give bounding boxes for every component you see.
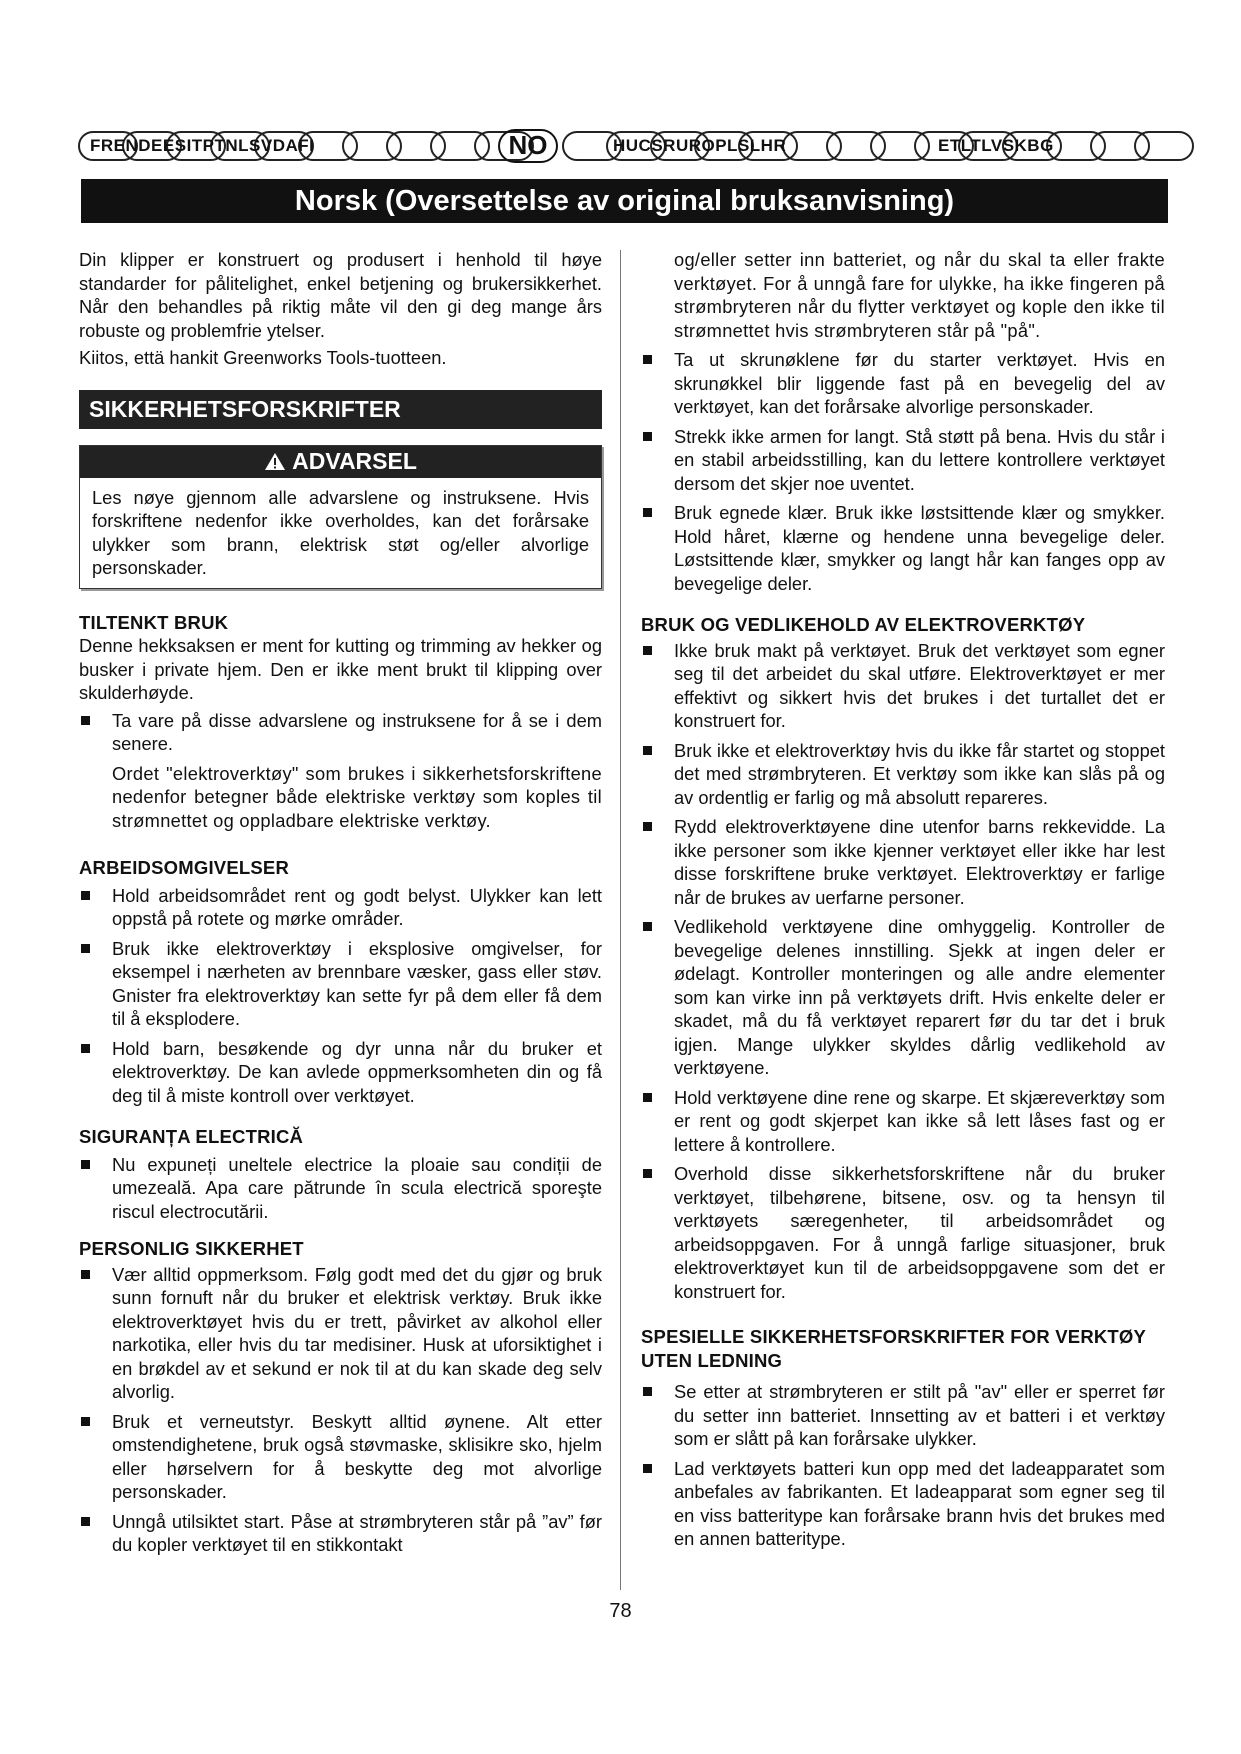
personal-continuation: og/eller setter inn batteriet, og når du skal ta eller frakte verktøyet. For å unngå fare for ulykke, ha ikke fingeren på strømbryteren når du flytter verktøyet og kople den ikke til strømnettet hvis strømbryteren står på "på".	[674, 249, 1165, 341]
list-item: Bruk ikke et elektroverktøy hvis du ikke får startet og stoppet det med strømbryteren. Et verktøy som ikke kan slås på og av ordentlig er farlig og må absolutt repareres.	[641, 739, 1165, 810]
column-divider	[620, 250, 621, 1590]
list-item: Lad verktøyets batteri kun opp med det ladeapparatet som anbefales av fabrikanten. Et ladeapparat som egner seg til en viss batteritype kan forårsake brann hvis det brukes med en annen batteritype.	[641, 1457, 1165, 1551]
bullet-icon	[81, 1517, 90, 1526]
bullet-icon	[81, 1270, 90, 1279]
bullet-icon	[643, 355, 652, 364]
left-column	[79, 248, 602, 1563]
bullet-icon	[643, 432, 652, 441]
lang-pill	[1134, 131, 1194, 161]
list-item: Bruk ikke elektroverktøy i eksplosive omgivelser, for eksempel i nærheten av brennbare væsker, gass eller støv. Gnister fra elektroverktøy kan sette fyr på dem eller få dem til å eksplodere.	[79, 937, 602, 1031]
bullet-icon	[643, 1464, 652, 1473]
safety-heading: SIKKERHETSFORSKRIFTER	[79, 390, 602, 430]
maintenance-heading: BRUK OG VEDLIKEHOLD AV ELEKTROVERKTØY	[641, 614, 1086, 635]
list-item: Ta ut skrunøklene før du starter verktøyet. Hvis en skrunøkkel blir liggende fast på en bevegelig del av verktøyet, kan det forårsake alvorlige personskader.	[641, 348, 1165, 419]
electrical-list	[79, 1153, 602, 1224]
lang-group-2: HUCSRUROPLSLHR	[613, 136, 787, 155]
intended-use-text: Denne hekksaksen er ment for kutting og trimming av hekker og busker i private hjem. Den er ikke ment brukt til klipping over skulderhøyde.	[79, 635, 602, 703]
list-item: Vedlikehold verktøyene dine omhyggelig. Kontroller de bevegelige delenes innstilling. Sjekk at ingen deler er ødelagt. Kontroller monteringen og alle andre elementer som kan virke inn på verktøyets drift. Hvis enkelte deler er skadet, må du få verktøyet reparert før du tar det i bruk igjen. Mange ulykker skyldes dårlig vedlikehold av verktøyene.	[641, 915, 1165, 1080]
personal-list-continued	[641, 348, 1165, 595]
intended-use-note: Ordet "elektroverktøy" som brukes i sikkerhetsforskriftene nedenfor betegner både elektriske verktøy som koples til strømnettet og oppladbare elektriske verktøy.	[112, 762, 602, 831]
page-title: Norsk (Oversettelse av original bruksanvisning)	[81, 179, 1168, 223]
maintenance-list	[641, 639, 1165, 1304]
list-item: Overhold disse sikkerhetsforskriftene når du bruker verktøyet, tilbehørene, bitsene, osv. og ta hensyn til verktøyets særegenheter, til arbeidsområdet og arbeidsoppgaven. For å unngå farlige situasjoner, bruk elektroverktøyet kun til de arbeidsoppgavene som det er konstruert for.	[641, 1162, 1165, 1303]
intro-thanks: Kiitos, että hankit Greenworks Tools-tuotteen.	[79, 347, 447, 368]
warning-header	[80, 446, 601, 478]
bullet-icon	[81, 891, 90, 900]
list-item: Bruk egnede klær. Bruk ikke løstsittende klær og smykker. Hold håret, klærne og hendene unna bevegelige deler. Løstsittende klær, smykker og langt hår kan fanges opp av bevegelige deler.	[641, 501, 1165, 595]
bullet-icon	[81, 1160, 90, 1169]
list-item: Strekk ikke armen for langt. Stå støtt på bena. Hvis du står i en stabil arbeidsstilling, kan du lettere kontrollere verktøyet dersom det skjer noe uventet.	[641, 425, 1165, 496]
bullet-icon	[643, 922, 652, 931]
list-item: Ta vare på disse advarslene og instruksene for å se i dem senere.	[79, 709, 602, 756]
warning-box	[79, 445, 602, 589]
bullet-icon	[81, 1417, 90, 1426]
list-item: Hold verktøyene dine rene og skarpe. Et skjæreverktøy som er rent og godt skjerpet kan ikke så lett låses fast og er lettere å kontrollere.	[641, 1086, 1165, 1157]
cordless-heading: SPESIELLE SIKKERHETSFORSKRIFTER FOR VERKTØY UTEN LEDNING	[641, 1326, 1146, 1371]
list-item: Unngå utilsiktet start. Påse at strømbryteren står på ”av” før du kopler verktøyet til en stikkontakt	[79, 1510, 602, 1557]
cordless-list	[641, 1380, 1165, 1551]
list-item: Bruk et verneutstyr. Beskytt alltid øynene. Alt etter omstendighetene, bruk også støvmaske, sklisikre sko, hjelm eller hørselvern for å beskytte deg mot alvorlige personskader.	[79, 1410, 602, 1504]
bullet-icon	[643, 1169, 652, 1178]
list-item: Hold barn, besøkende og dyr unna når du bruker et elektroverktøy. De kan avlede oppmerksomheten din og få deg til å miste kontroll over verktøyet.	[79, 1037, 602, 1108]
list-item: Vær alltid oppmerksom. Følg godt med det du gjør og bruk sunn fornuft når du bruker et elektrisk verktøy. Bruk ikke elektroverktøyet hvis du er trett, påvirket av alkohol eller narkotika, eller hvis du tar medisiner. Husk at uforsiktighet i en brøkdel av et sekund er nok til at du kan skade deg selv alvorlig.	[79, 1263, 602, 1404]
page-number: 78	[609, 1600, 632, 1622]
current-language: NO	[498, 129, 558, 163]
list-item: Rydd elektroverktøyene dine utenfor barns rekkevidde. La ikke personer som ikke kjenner verktøyet eller ikke har lest disse forskriftene bruke verktøyet. Elektroverktøy er farlige når de brukes av uerfarne personer.	[641, 815, 1165, 909]
intended-use-heading: TILTENKT BRUK	[79, 611, 229, 633]
bullet-icon	[643, 646, 652, 655]
personal-list	[79, 1263, 602, 1557]
bullet-icon	[643, 1387, 652, 1396]
work-env-heading: ARBEIDSOMGIVELSER	[79, 857, 290, 878]
bullet-icon	[81, 1044, 90, 1053]
bullet-icon	[81, 716, 90, 725]
lang-group-1: FRENDEESITPTNLSVDAFI	[90, 136, 315, 155]
warning-triangle-icon	[264, 452, 286, 471]
list-item: Nu expuneți uneltele electrice la ploaie sau condiții de umezeală. Apa care pătrunde în scula electrică sporeşte riscul electrocutării.	[79, 1153, 602, 1224]
list-item: Ikke bruk makt på verktøyet. Bruk det verktøyet som egner seg til det arbeidet du skal utføre. Elektroverktøyet er mer effektivt og sikkert hvis det brukes i det turtallet det er konstruert for.	[641, 639, 1165, 733]
lang-group-3: ETLTLVSKBG	[938, 136, 1054, 155]
list-item: Se etter at strømbryteren er stilt på "av" eller er sperret før du setter inn batteriet. Innsetting av et batteri i et verktøy som er slått på kan forårsake ulykker.	[641, 1380, 1165, 1451]
work-env-list	[79, 884, 602, 1108]
intended-use-list	[79, 709, 602, 756]
warning-label: ADVARSEL	[292, 448, 417, 474]
warning-text: Les nøye gjennom alle advarslene og instruksene. Hvis forskriftene nedenfor ikke overholdes, kan det forårsake ulykker som brann, elektrisk støt og/eller alvorlige personskader.	[92, 486, 589, 578]
list-item: Hold arbeidsområdet rent og godt belyst. Ulykker kan lett oppstå på rotete og mørke områder.	[79, 884, 602, 931]
electrical-heading: SIGURANȚA ELECTRICĂ	[79, 1126, 304, 1147]
bullet-icon	[643, 508, 652, 517]
bullet-icon	[643, 746, 652, 755]
personal-heading: PERSONLIG SIKKERHET	[79, 1238, 304, 1259]
bullet-icon	[643, 822, 652, 831]
bullet-icon	[643, 1093, 652, 1102]
bullet-icon	[81, 944, 90, 953]
right-column	[641, 248, 1165, 1557]
intro-paragraph: Din klipper er konstruert og produsert i henhold til høye standarder for pålitelighet, enkel betjening og brukersikkerhet. Når den behandles på riktig måte vil den gi deg mange års robuste og problemfrie ytelser.	[79, 249, 602, 341]
